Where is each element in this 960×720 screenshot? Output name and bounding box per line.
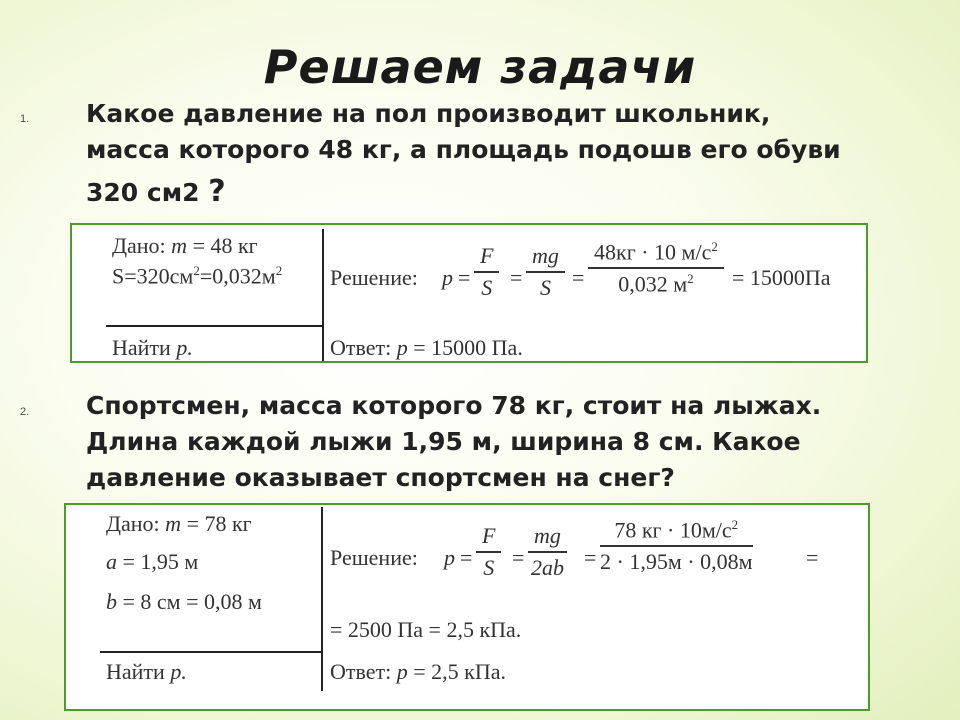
problem-1-line-1: Какое давление на пол производит школьник, xyxy=(86,99,771,128)
problem-1-frac-values: 48кг · 10 $м/с^2$ 0,032 $м^2$ xyxy=(588,239,724,298)
problem-2-given-length: a = 1,95 м xyxy=(106,549,199,574)
problem-2-sol-eq4: = xyxy=(806,545,819,570)
problem-1-number: 1. xyxy=(20,113,30,125)
problem-2-line-1: Спортсмен, масса которого 78 кг, стоит на лыжах. xyxy=(86,391,822,420)
given-divider-vertical xyxy=(322,229,324,361)
given-divider-vertical xyxy=(321,507,323,691)
problem-2-frac-f-s: $\frac{F}{S}$ xyxy=(476,523,501,581)
problem-2-result: = 2500 Па = 2,5 кПа. xyxy=(330,617,522,642)
problem-2-sol-p: p xyxy=(444,545,455,570)
problem-1-solution-label: Решение: xyxy=(330,265,418,290)
problem-1-sol-eq3: = xyxy=(572,265,585,290)
problem-2-given-mass: Дано: m = 78 кг xyxy=(106,511,252,536)
problem-2-line-3: давление оказывает спортсмен на снег? xyxy=(86,463,675,492)
problem-2-frac-values: 78 кг · $10м/с^2$ 2 · 1,95м · 0,08м xyxy=(600,517,753,575)
problem-1-sol-eq1: = xyxy=(458,265,471,290)
problem-1-solution-box xyxy=(70,223,868,363)
problem-1-line-2: масса которого 48 кг, а площадь подошв его обуви xyxy=(86,135,841,164)
problem-1-sol-p: p xyxy=(442,265,453,290)
given-divider-horizontal xyxy=(100,651,321,653)
problem-2-answer: Ответ: p = 2,5 кПа. xyxy=(330,659,507,684)
problem-1-given-area: $S=320см^2=0,032м^2$ xyxy=(112,263,283,289)
slide-title: Решаем задачи xyxy=(263,40,697,94)
problem-1-line-3: 320 см2 ? xyxy=(86,174,226,209)
problem-1-frac-mg-s: $\frac{mg}{S}$ xyxy=(526,243,565,301)
problem-2-frac-mg-2ab: $\frac{mg}{2ab}$ xyxy=(528,523,567,581)
problem-1-result: = 15000Па xyxy=(732,265,831,290)
problem-2-sol-eq1: = xyxy=(460,545,473,570)
problem-2-solution-label: Решение: xyxy=(330,545,418,570)
problem-1-given-mass: Дано: m = 48 кг xyxy=(112,233,258,258)
problem-2-sol-eq3: = xyxy=(584,545,597,570)
given-divider-horizontal xyxy=(106,325,322,327)
problem-2-sol-eq2: = xyxy=(512,545,525,570)
problem-1-find: Найти p. xyxy=(112,335,193,360)
problem-1-question-mark: ? xyxy=(208,174,226,209)
problem-2-number: 2. xyxy=(20,406,30,418)
problem-1-answer: Ответ: p = 15000 Па. xyxy=(330,335,523,360)
problem-2-line-2: Длина каждой лыжи 1,95 м, ширина 8 см. Какое xyxy=(86,427,801,456)
problem-2-given-width: b = 8 см = 0,08 м xyxy=(106,589,262,614)
problem-1-text xyxy=(86,96,916,211)
problem-2-text xyxy=(86,388,916,496)
problem-2-solution-box xyxy=(64,503,870,711)
problem-2-find: Найти p. xyxy=(106,659,187,684)
problem-1-sol-eq2: = xyxy=(510,265,523,290)
problem-1-frac-f-s: $\frac{F}{S}$ xyxy=(474,243,499,301)
